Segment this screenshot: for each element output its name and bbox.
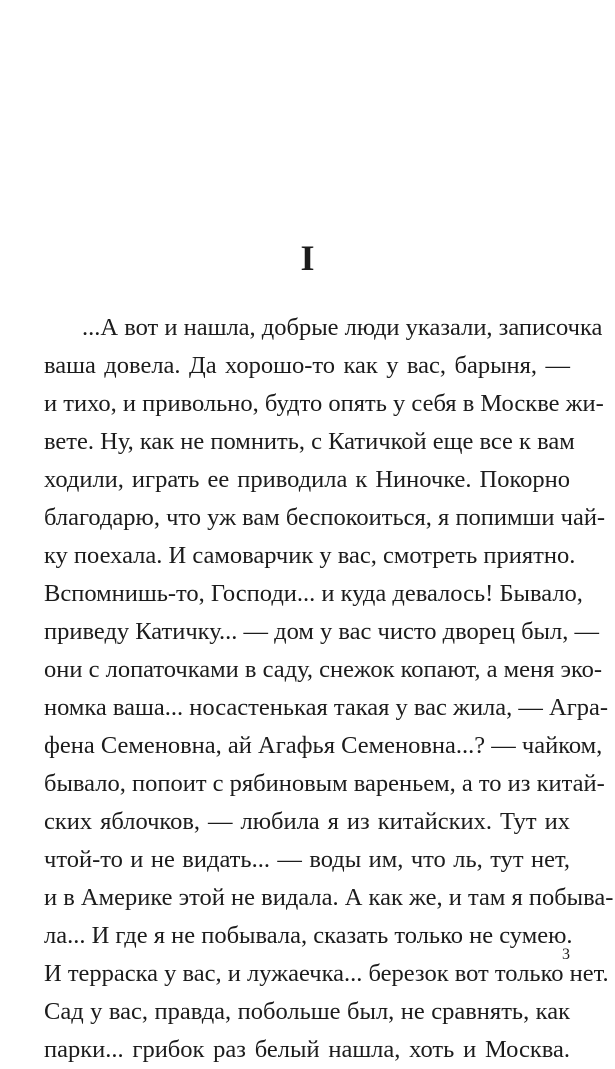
text-line: чтой-то и не видать... — воды им, что ль, тут нет,: [44, 846, 570, 873]
text-line: и тихо, и привольно, будто опять у себя в Москве жи-: [44, 390, 604, 417]
page-number: 3: [562, 946, 570, 963]
text-line: бывало, попоит с рябиновым вареньем, а то из китай-: [44, 770, 605, 797]
text-line: Вспомнишь-то, Господи... и куда девалось! Бывало,: [44, 580, 583, 607]
text-line: парки... грибок раз белый нашла, хоть и Москва.: [44, 1036, 570, 1063]
text-line: ку поехала. И самоварчик у вас, смотреть приятно.: [44, 542, 576, 569]
text-line: И терраска у вас, и лужаечка... березок вот только нет.: [44, 960, 609, 987]
text-line: Сад у вас, правда, побольше был, не сравнять, как: [44, 998, 570, 1025]
text-line: и в Америке этой не видала. А как же, и там я побыва-: [44, 884, 614, 911]
chapter-heading: I: [300, 238, 315, 278]
text-line: они с лопаточками в саду, снежок копают, а меня эко-: [44, 656, 603, 683]
text-line: ...А вот и нашла, добрые люди указали, записочка: [82, 314, 603, 341]
text-line: приведу Катичку... — дом у вас чисто дворец был, —: [44, 618, 599, 645]
body-text: [44, 309, 614, 1069]
text-line: номка ваша... носастенькая такая у вас жила, — Агра-: [44, 694, 609, 721]
text-line: ваша довела. Да хорошо-то как у вас, барыня, —: [44, 352, 570, 379]
text-line: вете. Ну, как не помнить, с Катичкой еще все к вам: [44, 428, 575, 455]
text-line: ла... И где я не побывала, сказать только не сумею.: [44, 922, 573, 949]
text-line: фена Семеновна, ай Агафья Семеновна...? — чайком,: [44, 732, 603, 759]
text-line: ходили, играть ее приводила к Ниночке. Покорно: [44, 466, 570, 493]
text-line: ских яблочков, — любила я из китайских. Тут их: [44, 808, 570, 835]
text-line: благодарю, что уж вам беспокоиться, я попимши чай-: [44, 504, 606, 531]
